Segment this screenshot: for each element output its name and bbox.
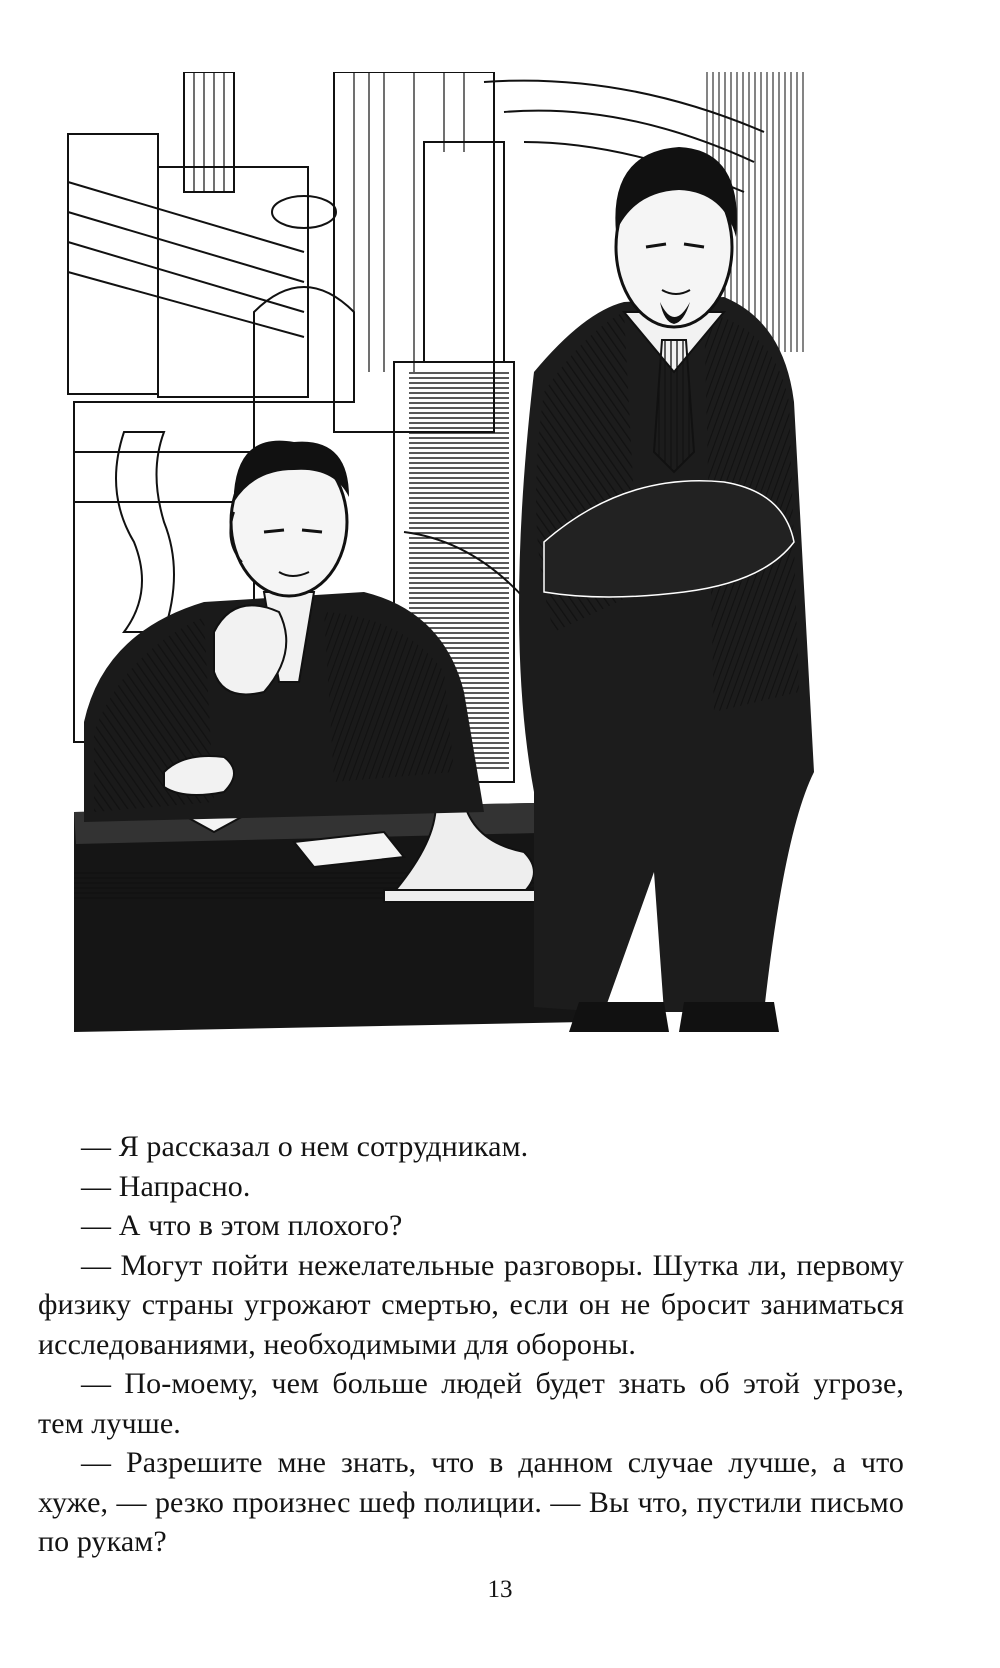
paragraph: — Разрешите мне знать, что в данном случае лучше, а что хуже, — резко произнес шеф полиции. — Вы что, пустили письмо по рукам? <box>38 1446 904 1558</box>
ink-illustration-icon <box>64 72 944 1110</box>
paragraph: — По-моему, чем больше людей будет знать об этой угрозе, тем лучше. <box>38 1367 904 1440</box>
page-number: 13 <box>487 1576 513 1603</box>
paragraph: — А что в этом плохого? <box>81 1209 403 1242</box>
paragraph: — Я рассказал о нем сотрудникам. <box>81 1130 529 1163</box>
body-text <box>38 1127 904 1562</box>
illustration <box>64 72 944 1110</box>
paragraph: — Напрасно. <box>81 1169 251 1203</box>
paragraph: — Могут пойти нежелательные разговоры. Шутка ли, первому физику страны угрожают смертью, если он не бросит заниматься исследованиями, необходимыми для обороны. <box>38 1248 904 1361</box>
